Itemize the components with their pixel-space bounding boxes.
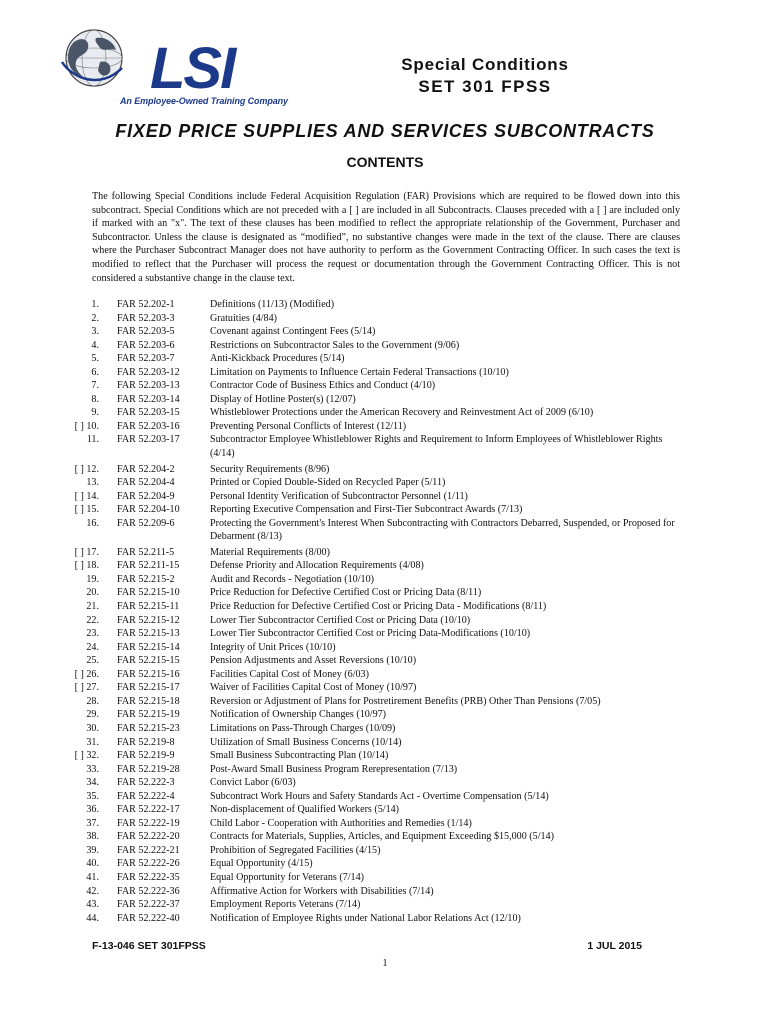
clause-number: 31. bbox=[86, 736, 99, 748]
clause-title: Small Business Subcontracting Plan (10/14) bbox=[210, 750, 389, 762]
clause-far-reference: FAR 52.215-13 bbox=[117, 628, 180, 640]
lsi-wordmark bbox=[150, 40, 290, 94]
clause-far-reference: FAR 52.215-11 bbox=[117, 601, 180, 613]
clause-far-reference: FAR 52.215-16 bbox=[117, 668, 180, 680]
footer-document-id: F-13-046 SET 301FPSS bbox=[92, 940, 206, 952]
clause-row bbox=[0, 366, 770, 380]
clause-number: [ ] 15. bbox=[74, 504, 99, 516]
clause-number: 4. bbox=[91, 339, 99, 351]
clause-row bbox=[0, 681, 770, 695]
clause-row bbox=[0, 600, 770, 614]
clause-row bbox=[0, 420, 770, 434]
clause-title: Equal Opportunity (4/15) bbox=[210, 858, 313, 870]
header-set-number: SET 301 FPSS bbox=[418, 77, 552, 96]
clause-row bbox=[0, 573, 770, 587]
clause-number: 1. bbox=[91, 299, 99, 310]
clause-number: [ ] 17. bbox=[74, 546, 99, 558]
clause-row bbox=[0, 379, 770, 393]
clause-far-reference: FAR 52.222-20 bbox=[117, 831, 180, 843]
clause-far-reference: FAR 52.222-35 bbox=[117, 871, 180, 883]
clause-row bbox=[0, 695, 770, 709]
clause-number: [ ] 10. bbox=[74, 420, 99, 432]
clause-row bbox=[0, 312, 770, 326]
clause-far-reference: FAR 52.219-28 bbox=[117, 763, 180, 775]
clause-far-reference: FAR 52.211-5 bbox=[117, 546, 175, 558]
clause-number: 43. bbox=[86, 899, 99, 911]
clause-far-reference: FAR 52.222-19 bbox=[117, 817, 180, 829]
clause-title: Preventing Personal Conflicts of Interest (12/11) bbox=[210, 420, 407, 432]
clause-row bbox=[0, 490, 770, 504]
clause-far-reference: FAR 52.203-6 bbox=[117, 339, 175, 351]
clause-number: 39. bbox=[86, 844, 99, 856]
clause-row bbox=[0, 736, 770, 750]
clause-row bbox=[0, 503, 770, 517]
clause-title: Affirmative Action for Workers with Disabilities (7/14) bbox=[210, 885, 434, 897]
clause-far-reference: FAR 52.203-7 bbox=[117, 353, 175, 365]
clause-row bbox=[0, 352, 770, 366]
clause-number: 22. bbox=[86, 614, 99, 626]
clause-row bbox=[0, 517, 770, 544]
clause-title: Facilities Capital Cost of Money (6/03) bbox=[210, 668, 369, 680]
clause-row bbox=[0, 803, 770, 817]
clause-number: 42. bbox=[86, 885, 99, 897]
clause-row bbox=[0, 654, 770, 668]
clause-title: Employment Reports Veterans (7/14) bbox=[210, 899, 361, 911]
clause-number: 23. bbox=[86, 628, 99, 640]
clause-number: 25. bbox=[86, 655, 99, 667]
clause-title: Notification of Employee Rights under National Labor Relations Act (12/10) bbox=[210, 912, 521, 924]
clause-title: Limitation on Payments to Influence Certain Federal Transactions (10/10) bbox=[210, 366, 509, 378]
clause-title: Covenant against Contingent Fees (5/14) bbox=[210, 326, 376, 338]
clause-far-reference: FAR 52.211-15 bbox=[117, 560, 180, 572]
clause-far-reference: FAR 52.222-36 bbox=[117, 885, 180, 897]
clause-number: 30. bbox=[86, 722, 99, 734]
clause-title: Contractor Code of Business Ethics and Conduct (4/10) bbox=[210, 380, 436, 392]
clause-row bbox=[0, 546, 770, 560]
clause-far-reference: FAR 52.215-17 bbox=[117, 682, 180, 694]
clause-number: 35. bbox=[86, 790, 99, 802]
clause-title: Audit and Records - Negotiation (10/10) bbox=[210, 573, 374, 585]
clause-far-reference: FAR 52.215-19 bbox=[117, 709, 180, 721]
clause-number: [ ] 14. bbox=[74, 490, 99, 502]
clause-row bbox=[0, 708, 770, 722]
clause-title: Price Reduction for Defective Certified Cost or Pricing Data (8/11) bbox=[210, 587, 482, 599]
clause-far-reference: FAR 52.203-13 bbox=[117, 380, 180, 392]
clause-number: 24. bbox=[86, 641, 99, 653]
clause-number: [ ] 18. bbox=[74, 560, 99, 572]
clause-number: 44. bbox=[86, 912, 99, 924]
clause-number: 13. bbox=[86, 477, 99, 489]
clause-row bbox=[0, 476, 770, 490]
clause-far-reference: FAR 52.204-2 bbox=[117, 463, 175, 475]
clause-row bbox=[0, 898, 770, 912]
intro-paragraph: The following Special Conditions include Federal Acquisition Regulation (FAR) Provisions which are required to be flowed down into this subcontract. Special Conditions which are not preceded with a [ ] are included in all Subcontracts. Clauses preceded with a [ ] are included only if marked with an "x". The text of these clauses has been modified to reflect the appropriate relationship of the Government, Purchaser and Subcontractor. Unless the clause is designated as “modified”, no substantive changes were made in the text of the clause. There are clauses where the Purchaser Subcontract Manager does not have authority to perform as the Government Contracting Officer. In such cases the text is modified to reflect that the Purchaser will process the request or documentation through the Government Contracting Officer. This is not considered a substantive change in the clause text. bbox=[92, 191, 680, 284]
clause-far-reference: FAR 52.215-2 bbox=[117, 573, 175, 585]
clause-number: 40. bbox=[86, 858, 99, 870]
page-number: 1 bbox=[382, 958, 388, 969]
clause-row bbox=[0, 749, 770, 763]
logo-tagline: An Employee-Owned Training Company bbox=[120, 96, 288, 106]
page-title: FIXED PRICE SUPPLIES AND SERVICES SUBCONTRACTS bbox=[115, 121, 655, 141]
clause-number: 7. bbox=[91, 380, 99, 392]
clause-number: 38. bbox=[86, 831, 99, 843]
clause-title: Restrictions on Subcontractor Sales to the Government (9/06) bbox=[210, 339, 460, 351]
clause-title: Whistleblower Protections under the American Recovery and Reinvestment Act of 2009 (6/10) bbox=[210, 407, 594, 419]
clause-row bbox=[0, 559, 770, 573]
clause-far-reference: FAR 52.222-17 bbox=[117, 804, 180, 816]
clause-row bbox=[0, 325, 770, 339]
clause-far-reference: FAR 52.215-15 bbox=[117, 655, 180, 667]
clause-number: [ ] 27. bbox=[74, 682, 99, 694]
clause-far-reference: FAR 52.204-9 bbox=[117, 490, 175, 502]
clause-number: [ ] 12. bbox=[74, 463, 99, 475]
clause-row bbox=[0, 844, 770, 858]
clause-number: 20. bbox=[86, 587, 99, 599]
clause-far-reference: FAR 52.203-12 bbox=[117, 366, 180, 378]
clause-title: Waiver of Facilities Capital Cost of Money (10/97) bbox=[210, 682, 417, 694]
clause-number: 9. bbox=[91, 407, 99, 419]
header-special-conditions: Special Conditions bbox=[401, 55, 569, 74]
clause-title: Security Requirements (8/96) bbox=[210, 463, 330, 475]
clause-title: Prohibition of Segregated Facilities (4/15) bbox=[210, 844, 381, 856]
clause-far-reference: FAR 52.203-5 bbox=[117, 326, 175, 338]
clause-far-reference: FAR 52.215-23 bbox=[117, 722, 180, 734]
clause-row bbox=[0, 586, 770, 600]
clause-title: Material Requirements (8/00) bbox=[210, 546, 330, 558]
clause-title: Anti-Kickback Procedures (5/14) bbox=[210, 353, 345, 365]
clause-title: Definitions (11/13) (Modified) bbox=[210, 299, 335, 310]
clause-number: 28. bbox=[86, 695, 99, 707]
clause-title: Printed or Copied Double-Sided on Recycled Paper (5/11) bbox=[210, 477, 446, 489]
clause-row bbox=[0, 790, 770, 804]
clause-row bbox=[0, 406, 770, 420]
clause-far-reference: FAR 52.203-14 bbox=[117, 393, 180, 405]
clause-title: Non-displacement of Qualified Workers (5/14) bbox=[210, 804, 400, 816]
clause-row bbox=[0, 776, 770, 790]
clause-far-reference: FAR 52.215-10 bbox=[117, 587, 180, 599]
clause-far-reference: FAR 52.222-40 bbox=[117, 912, 180, 924]
clause-row bbox=[0, 433, 770, 460]
clause-row bbox=[0, 830, 770, 844]
clause-far-reference: FAR 52.203-17 bbox=[117, 434, 180, 446]
clause-far-reference: FAR 52.222-4 bbox=[117, 790, 175, 802]
clause-far-reference: FAR 52.202-1 bbox=[117, 299, 175, 310]
clause-title: Reversion or Adjustment of Plans for Postretirement Benefits (PRB) Other Than Pensions (7/05) bbox=[210, 695, 601, 707]
clause-far-reference: FAR 52.203-15 bbox=[117, 407, 180, 419]
clause-title: Child Labor - Cooperation with Authorities and Remedies (1/14) bbox=[210, 817, 472, 829]
clause-number: 6. bbox=[91, 366, 99, 378]
clause-row bbox=[0, 885, 770, 899]
clause-far-reference: FAR 52.215-14 bbox=[117, 641, 180, 653]
clause-far-reference: FAR 52.219-8 bbox=[117, 736, 175, 748]
clause-number: 16. bbox=[86, 517, 99, 529]
clause-title: Display of Hotline Poster(s) (12/07) bbox=[210, 393, 356, 405]
contents-heading: CONTENTS bbox=[346, 154, 424, 170]
clause-number: 19. bbox=[86, 573, 99, 585]
clause-far-reference: FAR 52.204-10 bbox=[117, 504, 180, 516]
clause-title: Post-Award Small Business Program Rerepresentation (7/13) bbox=[210, 763, 458, 775]
clause-row bbox=[0, 668, 770, 682]
clause-title: Personal Identity Verification of Subcontractor Personnel (1/11) bbox=[210, 490, 468, 502]
clause-title: Reporting Executive Compensation and First-Tier Subcontract Awards (7/13) bbox=[210, 504, 523, 516]
clause-number: 2. bbox=[91, 312, 99, 324]
clause-row bbox=[0, 614, 770, 628]
clause-row bbox=[0, 393, 770, 407]
clause-far-reference: FAR 52.219-9 bbox=[117, 750, 175, 762]
clause-number: 5. bbox=[91, 353, 99, 365]
svg-text:LSI: LSI bbox=[150, 40, 235, 94]
clause-title: Notification of Ownership Changes (10/97) bbox=[210, 709, 387, 721]
clause-number: 11. bbox=[86, 434, 99, 446]
clause-title: Convict Labor (6/03) bbox=[210, 777, 296, 789]
clause-far-reference: FAR 52.215-18 bbox=[117, 695, 180, 707]
clause-row bbox=[0, 722, 770, 736]
clause-title: Protecting the Government's Interest When Subcontracting with Contractors Debarred, Suspended, or Proposed for Debarment (8/13) bbox=[210, 517, 675, 543]
clause-number: 34. bbox=[86, 777, 99, 789]
clause-title: Integrity of Unit Prices (10/10) bbox=[210, 641, 336, 653]
clause-row bbox=[0, 641, 770, 655]
clause-title: Price Reduction for Defective Certified Cost or Pricing Data - Modifications (8/11) bbox=[210, 601, 547, 613]
clause-row bbox=[0, 339, 770, 353]
clause-number: 37. bbox=[86, 817, 99, 829]
clause-title: Lower Tier Subcontractor Certified Cost or Pricing Data-Modifications (10/10) bbox=[210, 628, 531, 640]
clause-number: [ ] 26. bbox=[74, 668, 99, 680]
clause-row bbox=[0, 298, 770, 312]
clause-far-reference: FAR 52.222-21 bbox=[117, 844, 180, 856]
clause-title: Gratuities (4/84) bbox=[210, 312, 277, 324]
clause-number: 29. bbox=[86, 709, 99, 721]
clause-number: 21. bbox=[86, 601, 99, 613]
clause-row bbox=[0, 763, 770, 777]
clause-number: 8. bbox=[91, 393, 99, 405]
clause-number: [ ] 32. bbox=[74, 750, 99, 762]
clause-title: Defense Priority and Allocation Requirements (4/08) bbox=[210, 560, 424, 572]
clause-title: Limitations on Pass-Through Charges (10/09) bbox=[210, 722, 396, 734]
clause-title: Utilization of Small Business Concerns (10/14) bbox=[210, 736, 402, 748]
clause-title: Lower Tier Subcontractor Certified Cost or Pricing Data (10/10) bbox=[210, 614, 471, 626]
clause-title: Pension Adjustments and Asset Reversions (10/10) bbox=[210, 655, 417, 667]
clause-row bbox=[0, 857, 770, 871]
clause-row bbox=[0, 817, 770, 831]
clause-title: Contracts for Materials, Supplies, Articles, and Equipment Exceeding $15,000 (5/14) bbox=[210, 831, 554, 843]
clause-row bbox=[0, 627, 770, 641]
clause-far-reference: FAR 52.222-26 bbox=[117, 858, 180, 870]
clause-title: Equal Opportunity for Veterans (7/14) bbox=[210, 871, 364, 883]
clause-number: 3. bbox=[91, 326, 99, 338]
clause-far-reference: FAR 52.209-6 bbox=[117, 517, 175, 529]
clause-far-reference: FAR 52.215-12 bbox=[117, 614, 180, 626]
clause-far-reference: FAR 52.204-4 bbox=[117, 477, 175, 489]
footer-date: 1 JUL 2015 bbox=[587, 940, 642, 952]
clause-title: Subcontract Work Hours and Safety Standards Act - Overtime Compensation (5/14) bbox=[210, 790, 549, 802]
clause-far-reference: FAR 52.203-3 bbox=[117, 312, 175, 324]
clause-title: Subcontractor Employee Whistleblower Rights and Requirement to Inform Employees of Whistleblower Rights (4/14) bbox=[210, 434, 663, 460]
clause-number: 36. bbox=[86, 804, 99, 816]
clause-row bbox=[0, 463, 770, 477]
clause-row bbox=[0, 912, 770, 926]
clause-number: 33. bbox=[86, 763, 99, 775]
clause-far-reference: FAR 52.203-16 bbox=[117, 420, 180, 432]
clause-far-reference: FAR 52.222-3 bbox=[117, 777, 175, 789]
clause-number: 41. bbox=[86, 871, 99, 883]
clause-row bbox=[0, 871, 770, 885]
clause-list bbox=[0, 298, 770, 925]
clause-far-reference: FAR 52.222-37 bbox=[117, 899, 180, 911]
